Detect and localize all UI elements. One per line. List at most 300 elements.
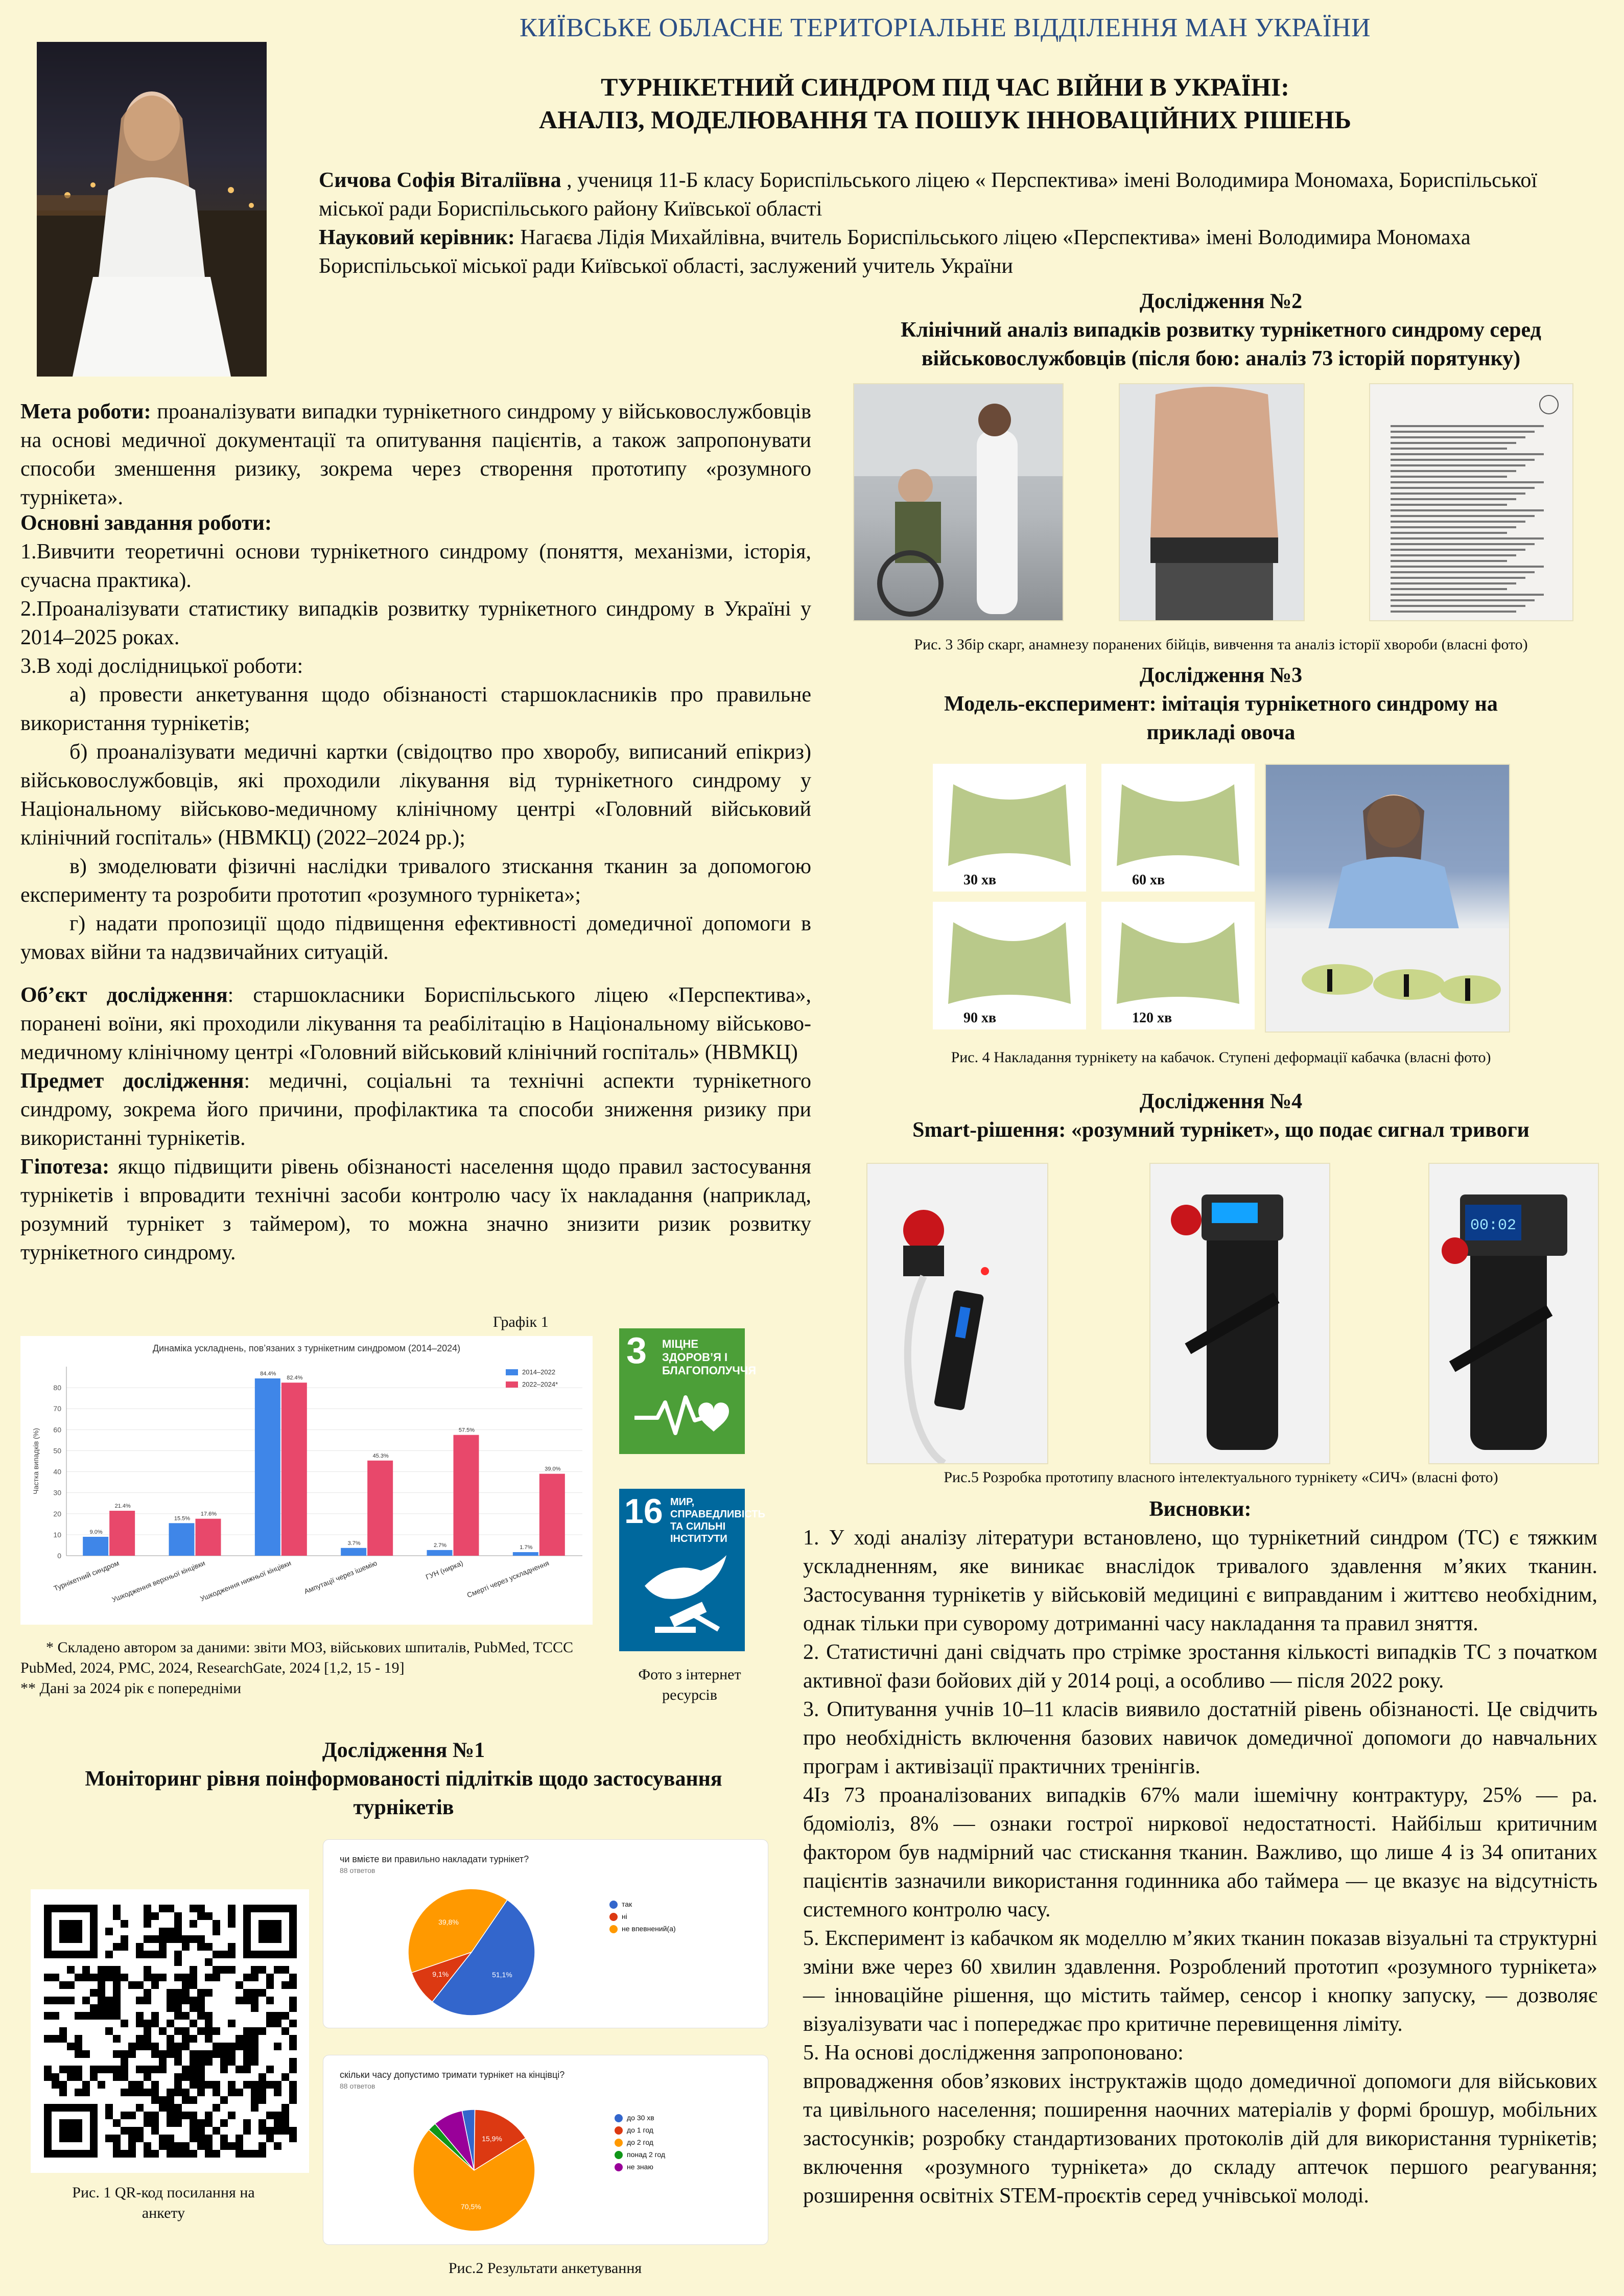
qr-module: [136, 2012, 144, 2020]
x-tick-label: Ушкодження верхньої кінцівки: [110, 1558, 206, 1604]
qr-module: [59, 2027, 67, 2035]
qr-module: [52, 2073, 59, 2081]
qr-module: [105, 2135, 113, 2142]
qr-module: [213, 2150, 220, 2158]
qr-module: [220, 2135, 228, 2142]
legend-label: не знаю: [627, 2163, 653, 2171]
qr-module: [174, 1958, 182, 1966]
legend-item: [615, 2148, 665, 2161]
sdg16-tile: [619, 1489, 765, 1651]
poster-title-line1: ТУРНІКЕТНИЙ СИНДРОМ ПІД ЧАС ВІЙНИ В УКРАЇНІ:: [601, 73, 1289, 101]
zucchini-time-label: 120 хв: [1132, 1010, 1172, 1026]
qr-module: [121, 2073, 128, 2081]
qr-module: [151, 1912, 159, 1920]
qr-module: [167, 1928, 174, 1935]
qr-module: [205, 2050, 213, 2058]
document-text-line: [1391, 509, 1544, 511]
qr-module: [113, 2066, 121, 2073]
pie-legend-2: [615, 2112, 665, 2173]
qr-module: [266, 2135, 274, 2142]
task-3a: а) провести анкетування щодо обізнаності старшокласників про правильне використання турнікетів;: [20, 683, 811, 735]
qr-module: [59, 1997, 67, 2004]
qr-module: [213, 2127, 220, 2135]
document-text-line: [1391, 588, 1507, 590]
qr-module: [128, 2112, 136, 2119]
object-subject-section: [20, 981, 811, 1267]
qr-module: [144, 1905, 151, 1912]
qr-module: [159, 1928, 167, 1935]
qr-module: [220, 2096, 228, 2104]
qr-module: [113, 2142, 121, 2150]
qr-module: [151, 2012, 159, 2020]
qr-module: [289, 2066, 297, 2073]
qr-module: [243, 2150, 251, 2158]
qr-module: [105, 1928, 113, 1935]
qr-module: [274, 2043, 281, 2050]
photo-smart-tourniquet-1: [1149, 1163, 1330, 1464]
qr-module: [205, 1943, 213, 1951]
qr-module: [182, 1997, 190, 2004]
qr-module: [258, 2073, 266, 2081]
qr-module: [190, 2066, 197, 2073]
qr-code-svg: [31, 1889, 309, 2173]
qr-module: [197, 1997, 205, 2004]
qr-module: [128, 2135, 136, 2142]
qr-module: [105, 1974, 113, 1981]
legend-label: до 2 год: [627, 2138, 653, 2146]
photo-medical-document: [1369, 383, 1573, 621]
qr-module: [75, 2073, 82, 2081]
bar: [454, 1435, 479, 1556]
sdg16-number: 16: [624, 1492, 663, 1531]
qr-module: [151, 1981, 159, 1989]
goal-text: проаналізувати випадки турнікетного синдрому у військовослужбовців на основі медичної документації та опитування пацієнтів, а також запропонувати способи зменшення ризику, зокрема через створення прототипу «розумного турнікета».: [20, 400, 811, 509]
subject-label: Предмет дослідження: [20, 1069, 244, 1093]
qr-module: [174, 1989, 182, 1997]
qr-module: [213, 2104, 220, 2112]
legend-item: [609, 1923, 676, 1935]
qr-module: [151, 2096, 159, 2104]
qr-module: [213, 2081, 220, 2089]
qr-module: [197, 2142, 205, 2150]
qr-module: [190, 2073, 197, 2081]
y-axis-label: Частка випадків (%): [32, 1428, 40, 1494]
qr-module: [228, 1943, 236, 1951]
x-tick-label: Ушкодження нижньої кінцівки: [199, 1558, 292, 1603]
qr-module: [98, 1974, 105, 1981]
qr-module: [113, 1974, 121, 1981]
heartbeat-icon: [634, 1390, 732, 1441]
qr-module: [243, 1974, 251, 1981]
qr-module: [190, 1935, 197, 1943]
qr-module: [105, 1951, 113, 1958]
qr-module: [236, 1997, 243, 2004]
qr-module: [113, 2150, 121, 2158]
qr-module: [289, 2020, 297, 2027]
qr-module: [174, 2119, 182, 2127]
document-text-line: [1391, 577, 1525, 579]
qr-module: [105, 2066, 113, 2073]
tasks-section: [20, 509, 811, 967]
qr-module: [159, 1974, 167, 1981]
qr-module: [105, 1966, 113, 1974]
qr-module: [236, 2066, 243, 2073]
qr-module: [121, 2112, 128, 2119]
timer-display: 00:02: [1470, 1217, 1517, 1234]
graph-label: Графік 1: [493, 1314, 549, 1330]
qr-module: [136, 1981, 144, 1989]
bar-data-label: 82.4%: [287, 1375, 303, 1381]
document-text-line: [1391, 481, 1544, 483]
qr-module: [182, 2012, 190, 2020]
survey-question-2: скільки часу допустимо тримати турнікет на кінцівці?: [340, 2070, 565, 2080]
qr-module: [205, 1989, 213, 1997]
qr-module: [144, 1912, 151, 1920]
qr-finder-core: [59, 2119, 82, 2142]
qr-module: [220, 1951, 228, 1958]
qr-module: [67, 2073, 75, 2081]
qr-module: [75, 2050, 82, 2058]
qr-module: [113, 1997, 121, 2004]
qr-module: [182, 2027, 190, 2035]
qr-module: [159, 2104, 167, 2112]
qr-module: [197, 1912, 205, 1920]
qr-module: [113, 1905, 121, 1912]
qr-module: [258, 2089, 266, 2096]
qr-module: [98, 1989, 105, 1997]
qr-module: [144, 2119, 151, 2127]
document-text-line: [1391, 582, 1516, 584]
qr-module: [228, 2043, 236, 2050]
qr-module: [205, 1974, 213, 1981]
qr-module: [82, 1966, 90, 1974]
qr-module: [90, 2073, 98, 2081]
qr-module: [220, 2119, 228, 2127]
qr-module: [251, 1966, 258, 1974]
photo-patient-torso: [1119, 383, 1305, 621]
qr-module: [251, 2004, 258, 2012]
study1-title: Дослідження №1: [322, 1739, 485, 1762]
qr-module: [174, 2012, 182, 2020]
qr-module: [67, 1981, 75, 1989]
qr-module: [182, 1989, 190, 1997]
qr-module: [274, 2127, 281, 2135]
qr-module: [67, 2043, 75, 2050]
qr-module: [121, 1974, 128, 1981]
qr-module: [220, 1966, 228, 1974]
sdg3-text: МІЦНЕ ЗДОРОВ’Я І БЛАГОПОЛУЧЧЯ: [662, 1338, 757, 1377]
bar-chart-svg: [20, 1336, 593, 1625]
qr-module: [281, 1966, 289, 1974]
qr-module: [281, 2112, 289, 2119]
qr-module: [136, 2081, 144, 2089]
author-name: Сичова Софія Віталіївна: [319, 169, 561, 192]
poster-title-line2: АНАЛІЗ, МОДЕЛЮВАННЯ ТА ПОШУК ІННОВАЦІЙНИХ РІШЕНЬ: [538, 105, 1352, 134]
qr-module: [236, 2089, 243, 2096]
qr-module: [52, 2035, 59, 2043]
qr-module: [190, 1981, 197, 1989]
qr-module: [144, 2142, 151, 2150]
qr-module: [59, 2089, 67, 2096]
qr-module: [190, 2150, 197, 2158]
qr-module: [113, 2004, 121, 2012]
document-text-line: [1391, 436, 1525, 438]
photo-student-experiment: [1265, 764, 1510, 1033]
organization-name: КИЇВСЬКЕ ОБЛАСНЕ ТЕРИТОРІАЛЬНЕ ВІДДІЛЕННЯ МАН УКРАЇНИ: [519, 13, 1371, 42]
pie-chart-1: [405, 1886, 538, 2019]
hypothesis-paragraph: [20, 1153, 811, 1267]
qr-module: [213, 1951, 220, 1958]
sdg3-tile: [619, 1328, 757, 1454]
object-paragraph: [20, 981, 811, 1067]
conclusion-3: 3. Опитування учнів 10–11 класів виявило достатній рівень обізнаності. Це свідчить про необхідність включення базових навичок домедичної допомоги до навчальних програм і активізації практичних тренінгів.: [803, 1698, 1597, 1778]
bar: [539, 1474, 565, 1556]
qr-module: [281, 2104, 289, 2112]
qr-module: [128, 2142, 136, 2150]
legend-swatch: [609, 1925, 618, 1933]
qr-module: [167, 2004, 174, 2012]
document-text-line: [1391, 532, 1507, 534]
qr-module: [197, 2073, 205, 2081]
qr-module: [243, 2081, 251, 2089]
qr-module: [289, 1997, 297, 2004]
qr-module: [228, 2050, 236, 2058]
document-text-line: [1391, 554, 1516, 556]
qr-module: [82, 2050, 90, 2058]
qr-module: [159, 2142, 167, 2150]
qr-module: [105, 2112, 113, 2119]
qr-module: [266, 1981, 274, 1989]
pie-slice-label: 15,9%: [482, 2134, 502, 2143]
qr-module: [174, 2058, 182, 2066]
qr-module: [197, 2050, 205, 2058]
qr-module: [190, 2081, 197, 2089]
qr-module: [197, 2066, 205, 2073]
qr-module: [243, 2058, 251, 2066]
qr-module: [151, 2119, 159, 2127]
qr-module: [236, 2043, 243, 2050]
qr-module: [121, 2058, 128, 2066]
qr-module: [220, 2043, 228, 2050]
qr-module: [182, 2035, 190, 2043]
qr-module: [289, 1974, 297, 1981]
document-text-line: [1391, 476, 1507, 478]
zucchini-tile: [933, 902, 1086, 1029]
document-text-line: [1391, 448, 1507, 450]
qr-module: [289, 2035, 297, 2043]
qr-module: [136, 2020, 144, 2027]
photo-prototype-board: [866, 1163, 1048, 1464]
qr-module: [44, 2073, 52, 2081]
qr-module: [197, 2027, 205, 2035]
study3-subtitle: Модель-експеримент: імітація турнікетного синдрому на прикладі овоча: [944, 692, 1498, 744]
author-affiliation: , учениця 11-Б класу Бориспільського ліцею « Перспектива» імені Володимира Мономаха, Бориспільської міської ради Бориспільського району Київської області: [319, 169, 1537, 221]
qr-module: [274, 2119, 281, 2127]
bar-data-label: 15.5%: [174, 1515, 191, 1522]
bar: [367, 1461, 393, 1556]
qr-module: [174, 1920, 182, 1928]
hypothesis-label: Гіпотеза:: [20, 1155, 110, 1179]
qr-module: [289, 1981, 297, 1989]
legend-swatch: [615, 2114, 623, 2122]
qr-module: [220, 2050, 228, 2058]
qr-module: [190, 2058, 197, 2066]
legend-item: [609, 1910, 676, 1923]
qr-module: [174, 2112, 182, 2119]
qr-module: [151, 1935, 159, 1943]
qr-module: [90, 1989, 98, 1997]
qr-module: [113, 2119, 121, 2127]
qr-module: [59, 2066, 67, 2073]
qr-module: [144, 2112, 151, 2119]
qr-module: [167, 1935, 174, 1943]
qr-module: [121, 2127, 128, 2135]
qr-module: [266, 2112, 274, 2119]
qr-module: [197, 2089, 205, 2096]
qr-module: [197, 2135, 205, 2142]
qr-module: [144, 1920, 151, 1928]
qr-module: [52, 1974, 59, 1981]
document-text-line: [1391, 543, 1535, 545]
qr-module: [174, 1935, 182, 1943]
x-tick-label: Ампутації через ішемію: [302, 1558, 379, 1596]
qr-module: [113, 1943, 121, 1951]
qr-module: [98, 2081, 105, 2089]
qr-module: [243, 1997, 251, 2004]
qr-module: [52, 2081, 59, 2089]
qr-module: [281, 2127, 289, 2135]
qr-module: [151, 2089, 159, 2096]
conclusion-7: впровадження обов’язкових інструктажів щодо домедичної допомоги для військових та цивільного населення; поширення наочних матеріалів у формі брошур, мобільних застосунків; розробку стандартизованих протоколів дій для використання турнікетів; включення «розумного турнікета» до складу аптечок першого реагування; розширення освітніх STEM-проєктів серед учнівської молоді.: [803, 2070, 1597, 2208]
bar-data-label: 2.7%: [433, 1542, 447, 1549]
qr-module: [236, 2035, 243, 2043]
qr-module: [113, 2135, 121, 2142]
qr-module: [205, 2081, 213, 2089]
qr-module: [190, 1920, 197, 1928]
legend-swatch: [615, 2151, 623, 2159]
study2-title: Дослідження №2: [1139, 290, 1303, 313]
qr-module: [213, 1928, 220, 1935]
goal-label: Мета роботи:: [20, 400, 151, 424]
qr-module: [136, 2089, 144, 2096]
document-text-line: [1391, 442, 1516, 444]
qr-module: [174, 2089, 182, 2096]
zucchini-time-label: 30 хв: [963, 872, 997, 888]
qr-module: [213, 1966, 220, 1974]
qr-module: [251, 2104, 258, 2112]
subject-text: : медичні, соціальні та технічні аспекти турнікетного синдрому, зокрема його причини, профілактика та способи зниження ризику при використанні турнікетів.: [20, 1069, 811, 1150]
conclusion-6: 5. На основі дослідження запропоновано:: [803, 2041, 1184, 2065]
chart-source-note: * Складено автором за даними: звіти МОЗ, військових шпиталів, PubMed, TCCC PubMed, 2024, PMC, 2024, ResearchGate, 2024 [1,2, 15 - 19]: [20, 1639, 574, 1676]
qr-module: [174, 2142, 182, 2150]
qr-module: [128, 2043, 136, 2050]
legend-item: [615, 2124, 665, 2136]
bar: [427, 1550, 453, 1556]
qr-module: [190, 2096, 197, 2104]
qr-module: [167, 2089, 174, 2096]
qr-module: [174, 2073, 182, 2081]
document-text-line: [1391, 571, 1535, 573]
qr-module: [190, 2112, 197, 2119]
zucchini: [948, 784, 1071, 866]
qr-module: [151, 2127, 159, 2135]
zucchini-experiment-grid: [933, 764, 1260, 1029]
goal-section: [20, 397, 811, 512]
legend-swatch: [609, 1913, 618, 1921]
qr-module: [98, 2004, 105, 2012]
qr-module: [52, 1997, 59, 2004]
qr-module: [228, 1920, 236, 1928]
qr-module: [266, 2012, 274, 2020]
qr-module: [121, 2020, 128, 2027]
document-text-line: [1391, 470, 1516, 472]
qr-module: [121, 1935, 128, 1943]
bar: [513, 1552, 538, 1556]
y-tick-label: 30: [53, 1488, 61, 1497]
qr-module: [174, 2004, 182, 2012]
legend-label: до 1 год: [627, 2126, 653, 2134]
qr-module: [144, 1974, 151, 1981]
qr-module: [52, 2012, 59, 2020]
document-text-line: [1391, 526, 1516, 528]
qr-module: [182, 1943, 190, 1951]
qr-module: [228, 1912, 236, 1920]
qr-module: [98, 1981, 105, 1989]
qr-module: [197, 2012, 205, 2020]
qr-module: [274, 2089, 281, 2096]
chart-preliminary-note: ** Дані за 2024 рік є попередніми: [20, 1680, 242, 1697]
qr-module: [136, 1997, 144, 2004]
qr-module: [205, 2058, 213, 2066]
zucchini: [1117, 922, 1239, 1004]
qr-module: [274, 2081, 281, 2089]
qr-module: [243, 2127, 251, 2135]
fig2-caption: Рис.2 Результати анкетування: [448, 2260, 642, 2277]
qr-module: [251, 2058, 258, 2066]
qr-module: [258, 1989, 266, 1997]
qr-module: [228, 2020, 236, 2027]
qr-module: [121, 1920, 128, 1928]
pie-legend-1: [609, 1898, 676, 1935]
qr-module: [167, 2050, 174, 2058]
qr-module: [258, 2150, 266, 2158]
qr-module: [197, 2127, 205, 2135]
y-tick-label: 10: [53, 1530, 61, 1539]
qr-module: [159, 2066, 167, 2073]
qr-module: [289, 2004, 297, 2012]
survey-card-1: [323, 1839, 768, 2028]
qr-module: [190, 2135, 197, 2142]
bar-data-label: 9.0%: [89, 1529, 103, 1535]
qr-finder-core: [59, 1920, 82, 1943]
qr-module: [190, 1997, 197, 2004]
bar-data-label: 3.7%: [347, 1540, 361, 1547]
qr-module: [90, 2004, 98, 2012]
qr-module: [190, 2050, 197, 2058]
qr-module: [75, 1974, 82, 1981]
qr-module: [136, 2035, 144, 2043]
qr-module: [113, 2073, 121, 2081]
document-text-line: [1391, 605, 1525, 607]
fig4-caption: Рис. 4 Накладання турнікету на кабачок. Ступені деформації кабачка (власні фото): [951, 1049, 1491, 1066]
bar: [196, 1519, 221, 1556]
qr-module: [144, 1966, 151, 1974]
qr-module: [144, 2043, 151, 2050]
qr-module: [136, 1951, 144, 1958]
qr-module: [251, 1989, 258, 1997]
qr-module: [197, 1935, 205, 1943]
qr-module: [281, 2119, 289, 2127]
